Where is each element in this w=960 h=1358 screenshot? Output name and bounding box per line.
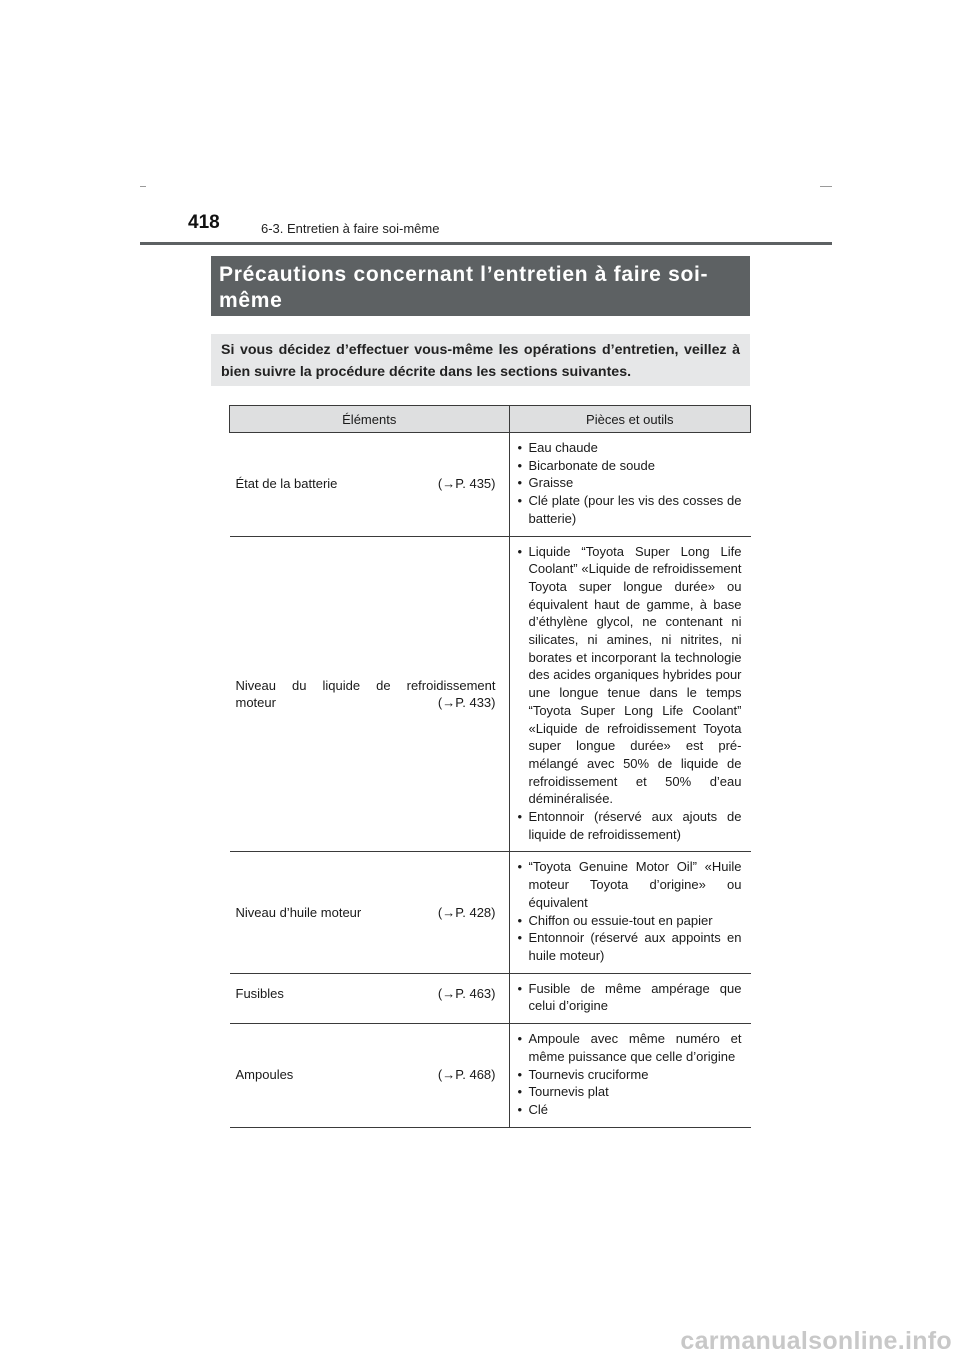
tools-cell	[509, 536, 751, 852]
crop-mark-right	[820, 186, 832, 187]
page-reference: (→P. 433)	[437, 694, 496, 710]
table-row	[230, 852, 751, 973]
page-reference: (→P. 428)	[437, 904, 496, 920]
item-name: Niveau du liquide de refroidissement	[235, 677, 496, 693]
list-item: • Clé	[518, 1101, 742, 1119]
list-item: • Ampoule avec même numéro et même puissance que celle d’origine	[518, 1030, 742, 1065]
item-name: Niveau d’huile moteur	[235, 904, 362, 920]
list-item: • Graisse	[518, 474, 742, 492]
tools-cell	[509, 433, 751, 537]
tools-cell	[509, 852, 751, 973]
watermark: carmanualsonline.info	[680, 1327, 952, 1355]
list-item: • Entonnoir (réservé aux appoints en huile moteur)	[518, 929, 742, 964]
page-reference: (→P. 463)	[437, 985, 496, 1001]
page-number: 418	[188, 212, 220, 233]
tools-cell	[509, 973, 751, 1023]
list-item: • Tournevis plat	[518, 1083, 742, 1101]
page-title: Précautions concernant l’entretien à faire soi-même	[211, 256, 750, 316]
list-item: • Bicarbonate de soude	[518, 457, 742, 475]
table-header-row	[230, 406, 751, 433]
list-item: • Clé plate (pour les vis des cosses de batterie)	[518, 492, 742, 527]
header-parts-tools: Pièces et outils	[509, 406, 751, 433]
item-name: Ampoules	[235, 1067, 294, 1083]
list-item: • Liquide “Toyota Super Long Life Coolant” «Liquide de refroidissement Toyota super longue durée» ou équivalent haut de gamme, à base d’éthylène glycol, ne contenant ni silicates, ni amines, ni nitrites, ni borates et incorporant la technologie des acides organiques hybrides pour une longue tenue dans le temps “Toyota Super Long Life Coolant” «Liquide de refroidissement Toyota super longue durée» est pré-mélangé avec 50% de liquide de refroidissement et 50% d’eau déminéralisée.	[518, 543, 742, 809]
list-item: • Entonnoir (réservé aux ajouts de liquide de refroidissement)	[518, 808, 742, 843]
item-cell	[230, 973, 510, 1023]
page-reference: (→P. 468)	[437, 1067, 496, 1083]
list-item: • Tournevis cruciforme	[518, 1066, 742, 1084]
table-row	[230, 1024, 751, 1128]
list-item: • “Toyota Genuine Motor Oil” «Huile moteur Toyota d’origine» ou équivalent	[518, 858, 742, 911]
page-reference: (→P. 435)	[437, 476, 496, 492]
table-row	[230, 973, 751, 1023]
section-heading: 6-3. Entretien à faire soi-même	[261, 221, 440, 236]
header-elements: Éléments	[230, 406, 510, 433]
header-rule	[140, 242, 832, 245]
table-row	[230, 536, 751, 852]
item-cell	[230, 1024, 510, 1128]
list-item: • Fusible de même ampérage que celui d’origine	[518, 980, 742, 1015]
item-name-continued: moteur	[235, 694, 276, 710]
list-item: • Chiffon ou essuie-tout en papier	[518, 912, 742, 930]
intro-text: Si vous décidez d’effectuer vous-même les opérations d’entretien, veillez à bien suivre la procédure décrite dans les sections suivantes.	[211, 334, 750, 386]
crop-mark-left	[140, 186, 146, 187]
item-cell	[230, 536, 510, 852]
item-name: Fusibles	[235, 985, 284, 1001]
item-cell	[230, 433, 510, 537]
item-cell	[230, 852, 510, 973]
tools-cell	[509, 1024, 751, 1128]
item-name: État de la batterie	[235, 476, 338, 492]
table-row	[230, 433, 751, 537]
list-item: • Eau chaude	[518, 439, 742, 457]
maintenance-table	[229, 405, 751, 1128]
